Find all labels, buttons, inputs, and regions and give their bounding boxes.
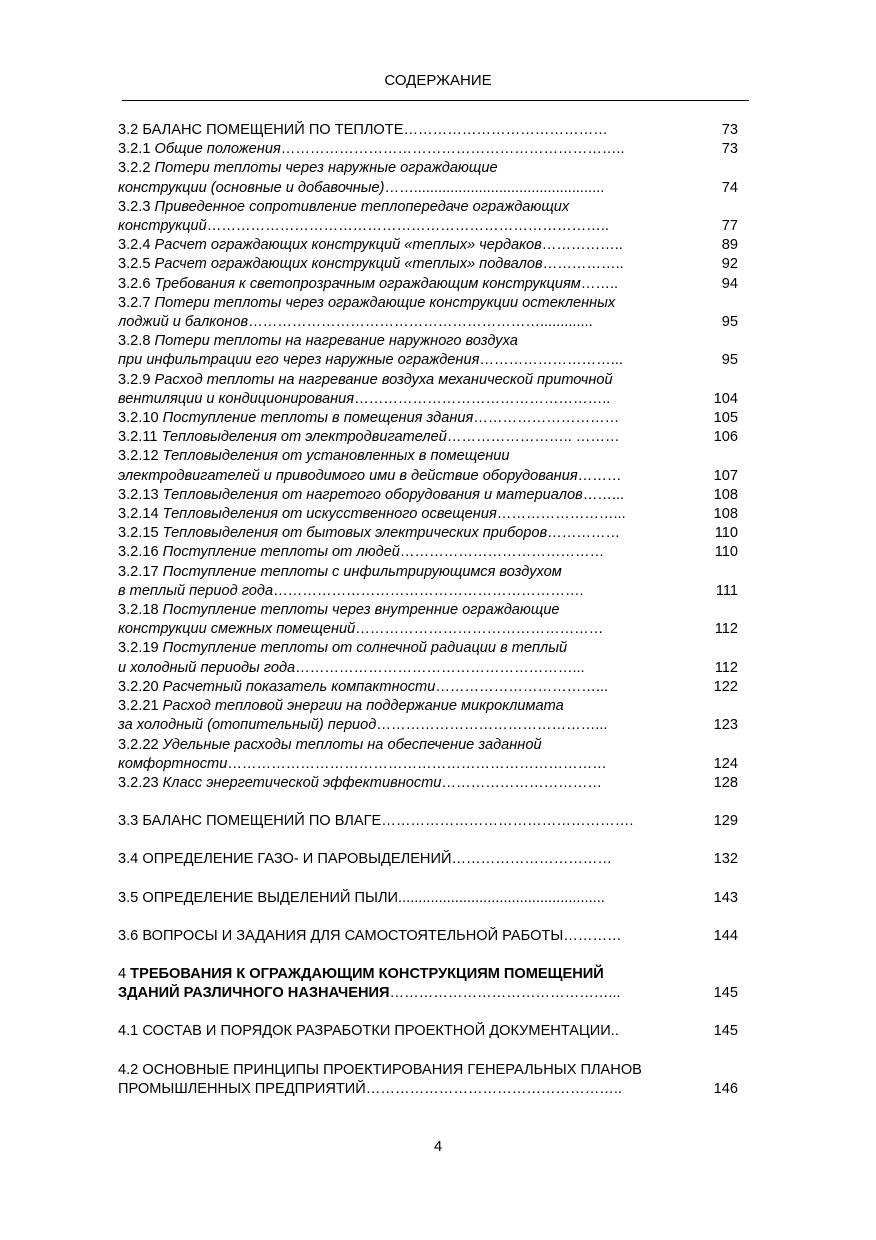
toc-entry-text [118, 505, 694, 524]
toc-entry-text [118, 236, 694, 255]
toc-entry-title: ОСНОВНЫЕ ПРИНЦИПЫ ПРОЕКТИРОВАНИЯ ГЕНЕРАЛЬНЫХ ПЛАНОВ [142, 1061, 642, 1078]
toc-entry-text [118, 524, 694, 543]
toc-entry-number: 3.2.15 [118, 525, 163, 542]
toc-entry-row [118, 486, 738, 505]
toc-entry-title: Потери теплоты через наружные ограждающие [154, 160, 498, 177]
toc-leader-dots: ………………………… [473, 410, 620, 427]
toc-entry[interactable] [118, 371, 738, 409]
toc-entry-title: ВОПРОСЫ И ЗАДАНИЯ ДЛЯ САМОСТОЯТЕЛЬНОЙ РАБОТЫ [142, 927, 564, 944]
toc-entry[interactable] [118, 639, 738, 677]
toc-page-number: 92 [721, 256, 738, 273]
toc-entry-title: Расчет ограждающих конструкций «теплых» подвалов [154, 256, 543, 273]
toc-entry-title: Расчетный показатель компактности [162, 678, 436, 695]
toc-page-number: 74 [721, 179, 738, 196]
toc-page-number: 122 [713, 678, 738, 695]
toc-entry-text [118, 351, 694, 370]
toc-entry-number: 3.2.10 [118, 410, 163, 427]
toc-entry-line [118, 1061, 738, 1080]
toc-entry-title: ОПРЕДЕЛЕНИЕ ВЫДЕЛЕНИЙ ПЫЛИ [142, 889, 399, 906]
toc-entry-title: конструкции смежных помещений [118, 621, 356, 638]
toc-leader-dots: …………………………………………… [355, 621, 604, 638]
toc-page-number: 112 [714, 659, 738, 676]
toc-page-number: 110 [714, 544, 738, 561]
toc-entry-line [118, 965, 738, 984]
toc-entry-title: комфортности [118, 755, 228, 772]
toc-entry-text [118, 927, 694, 946]
toc-entry-title: вентиляции и кондиционирования [118, 390, 355, 407]
toc-page-number: 128 [713, 774, 738, 791]
toc-entry-text [118, 486, 694, 505]
toc-entry-title: Тепловыделения от нагретого оборудования и материалов [162, 486, 583, 503]
toc-entry-number: 3.6 [118, 927, 143, 944]
toc-entry[interactable] [118, 121, 738, 140]
toc-entry-title: Потери теплоты на нагревание наружного воздуха [154, 333, 518, 350]
toc-entry-text [118, 543, 694, 562]
toc-leader-dots: …………………………… [451, 851, 612, 868]
toc-entry-title: Поступление теплоты с инфильтрирующимся воздухом [162, 563, 562, 580]
toc-entry-row [118, 275, 738, 294]
toc-entry-number: 3.2.12 [118, 448, 163, 465]
toc-page-number: 145 [713, 1023, 738, 1040]
toc-leader-dots: ……………………………………………………………………….. [206, 218, 609, 235]
toc-leader-dots: …………………………………………………………………… [227, 755, 607, 772]
toc-entry-text [118, 428, 694, 447]
toc-entry-number: 3.2.1 [118, 141, 155, 158]
toc-leader-dots: …………………………………… [403, 122, 608, 138]
toc-entry-row [118, 409, 738, 428]
toc-entry-number: 3.2.7 [118, 294, 155, 311]
toc-leader-dots: ……............................................... [384, 179, 605, 196]
toc-entry-title: Расход тепловой энергии на поддержание микроклимата [162, 698, 564, 715]
toc-leader-dots: ………………………………………………………. [273, 582, 584, 599]
toc-entry-title: ЗДАНИЙ РАЗЛИЧНОГО НАЗНАЧЕНИЯ [118, 985, 390, 1002]
toc-entry-number: 3.2.2 [118, 160, 155, 177]
toc-leader-dots: ……………………………... [435, 678, 609, 695]
toc-entry-title: лоджий и балконов [118, 314, 249, 331]
toc-leader-dots: …………………………………………………... [295, 659, 585, 676]
toc-leader-dots: ………………………... [479, 352, 623, 369]
toc-leader-dots: …………………………………… [399, 544, 605, 561]
toc-entry-row [118, 543, 738, 562]
toc-page-number: 73 [721, 122, 738, 138]
toc-entry-text [118, 313, 694, 332]
toc-entry-title: Поступление теплоты от солнечной радиации в теплый [162, 640, 568, 657]
toc-page-number: 104 [713, 390, 738, 407]
toc-entry-text [118, 1080, 694, 1099]
toc-entry-number: 3.2.17 [118, 563, 163, 580]
toc-leader-dots: …………………………………………….. [365, 1080, 622, 1097]
toc-entry-title: за холодный (отопительный) период [118, 717, 377, 734]
toc-entry-row [118, 255, 738, 274]
toc-leader-dots: ................................................... [398, 889, 605, 906]
toc-entry-line [118, 332, 738, 351]
toc-entry-number: 3.2 [118, 122, 143, 138]
toc-entry-row [118, 1080, 738, 1099]
toc-entry-title: Тепловыделения от установленных в помещении [162, 448, 510, 465]
toc-entry[interactable] [118, 601, 738, 639]
toc-entry-title: Тепловыделения от искусственного освещения [162, 506, 497, 523]
toc-entry-number: 3.2.21 [118, 698, 163, 715]
toc-entry[interactable] [118, 697, 738, 735]
toc-entry-text [118, 774, 694, 793]
toc-entry-title: Расход теплоты на нагревание воздуха механической приточной [154, 371, 613, 388]
toc-entry-text [118, 620, 694, 639]
toc-entry[interactable] [118, 428, 738, 447]
toc-entry-title: Расчет ограждающих конструкций «теплых» чердаков [154, 237, 542, 254]
toc-entry-title: Общие положения [154, 141, 281, 158]
toc-leader-dots: …………………………… [441, 774, 602, 791]
toc-entry-number: 3.2.14 [118, 506, 163, 523]
toc-entry-row [118, 179, 738, 198]
toc-entry[interactable] [118, 1022, 738, 1041]
toc-entry-title: Потери теплоты через ограждающие конструкции остекленных [154, 294, 616, 311]
toc-entry-title: и холодный периоды года [118, 659, 296, 676]
toc-entry-title: ОПРЕДЕЛЕНИЕ ГАЗО- И ПАРОВЫДЕЛЕНИЙ [142, 851, 452, 868]
toc-entry-row [118, 889, 738, 908]
toc-leader-dots: ………… [563, 927, 622, 944]
toc-entry[interactable] [118, 889, 738, 908]
toc-entry-number: 4.1 [118, 1023, 143, 1040]
toc-entry-row [118, 351, 738, 370]
toc-entry[interactable] [118, 332, 738, 370]
table-of-contents [118, 121, 738, 1099]
toc-page-number: 95 [721, 352, 738, 369]
toc-entry-number: 3.2.3 [118, 198, 155, 215]
toc-entry-text [118, 275, 694, 294]
toc-entry-number: 3.2.11 [118, 429, 162, 446]
toc-entry-title: Приведенное сопротивление теплопередаче ограждающих [154, 198, 570, 215]
toc-entry-line [118, 159, 738, 178]
toc-page-number: 106 [713, 429, 738, 446]
toc-page-number: 124 [713, 755, 738, 772]
toc-entry-number: 3.2.13 [118, 486, 163, 503]
toc-entry-row [118, 390, 738, 409]
toc-entry-line [118, 198, 738, 217]
toc-entry-text [118, 390, 694, 409]
toc-entry-title: Тепловыделения от бытовых электрических приборов [162, 525, 548, 542]
toc-entry[interactable] [118, 505, 738, 524]
toc-entry-text [118, 121, 694, 140]
page-number: 4 [433, 1138, 443, 1155]
toc-entry-text [118, 582, 694, 601]
toc-leader-dots: …………….. [541, 237, 623, 254]
toc-entry-number: 3.2.19 [118, 640, 163, 657]
toc-leader-dots: ……………………………………………………............. [248, 314, 593, 331]
toc-entry-row [118, 755, 738, 774]
toc-entry-title: конструкций [118, 218, 207, 235]
toc-leader-dots: ……... [582, 486, 625, 503]
toc-entry-row [118, 236, 738, 255]
toc-page-number: 89 [721, 237, 738, 254]
toc-entry[interactable] [118, 965, 738, 1003]
toc-entry-title: в теплый период года [118, 582, 274, 599]
toc-leader-dots: ………………………………………... [389, 985, 621, 1002]
toc-page-number: 73 [721, 141, 738, 158]
toc-entry-title: СОСТАВ И ПОРЯДОК РАЗРАБОТКИ ПРОЕКТНОЙ ДОКУМЕНТАЦИИ [142, 1023, 611, 1040]
toc-entry-text [118, 140, 694, 159]
toc-entry-title: БАЛАНС ПОМЕЩЕНИЙ ПО ВЛАГЕ [142, 813, 382, 830]
toc-entry-row [118, 140, 738, 159]
toc-leader-dots: ……………………………………………. [381, 813, 634, 830]
toc-entry-text [118, 179, 694, 198]
page-title: СОДЕРЖАНИЕ [384, 72, 492, 89]
toc-leader-dots: …………… [547, 525, 621, 542]
toc-leader-dots: …….. [580, 275, 619, 292]
toc-entry-row [118, 313, 738, 332]
toc-entry-text [118, 984, 694, 1003]
toc-entry-title: Поступление теплоты от людей [162, 544, 400, 561]
toc-entry[interactable] [118, 447, 738, 485]
toc-entry-row [118, 620, 738, 639]
toc-entry-number: 3.2.22 [118, 736, 163, 753]
toc-entry-title: Поступление теплоты через внутренние ограждающие [162, 602, 560, 619]
toc-entry-title: Требования к светопрозрачным ограждающим конструкциям [154, 275, 581, 292]
toc-entry-number: 3.4 [118, 851, 143, 868]
toc-leader-dots: ……… [577, 467, 622, 484]
toc-entry-title: ТРЕБОВАНИЯ К ОГРАЖДАЮЩИМ КОНСТРУКЦИЯМ ПОМЕЩЕНИЙ [130, 965, 604, 982]
header-rule [122, 100, 749, 101]
toc-entry-line [118, 563, 738, 582]
toc-entry-row [118, 1022, 738, 1041]
toc-entry-text [118, 1022, 694, 1041]
toc-entry-text [118, 217, 694, 236]
toc-entry[interactable] [118, 736, 738, 774]
toc-entry-row [118, 850, 738, 869]
toc-entry-row [118, 121, 738, 140]
toc-page-number: 95 [721, 314, 738, 331]
toc-entry-number: 3.2.6 [118, 275, 155, 292]
toc-entry[interactable] [118, 774, 738, 793]
toc-entry-text [118, 889, 694, 908]
toc-leader-dots: ………………………………………... [376, 717, 608, 734]
toc-entry[interactable] [118, 198, 738, 236]
toc-leader-dots: …………………………………………….. [354, 390, 611, 407]
toc-entry-number: 3.2.8 [118, 333, 155, 350]
toc-entry-text [118, 255, 694, 274]
toc-entry-number: 3.2.18 [118, 602, 163, 619]
toc-entry-title: при инфильтрации его через наружные ограждения [118, 352, 480, 369]
toc-page-number: 123 [713, 717, 738, 734]
toc-entry-text [118, 812, 694, 831]
toc-page-number: 108 [713, 506, 738, 523]
toc-entry-line [118, 371, 738, 390]
toc-entry-number: 3.2.16 [118, 544, 163, 561]
toc-entry[interactable] [118, 1061, 738, 1099]
toc-entry-title: Тепловыделения от электродвигателей [161, 429, 447, 446]
toc-entry-text [118, 716, 694, 735]
toc-entry-row [118, 428, 738, 447]
toc-entry-title: ПРОМЫШЛЕННЫХ ПРЕДПРИЯТИЙ [118, 1080, 366, 1097]
toc-entry-text [118, 850, 694, 869]
toc-entry-number: 4 [118, 965, 131, 982]
toc-entry-row [118, 505, 738, 524]
toc-entry-number: 3.2.5 [118, 256, 155, 273]
toc-entry-title: конструкции (основные и добавочные) [118, 179, 385, 196]
toc-entry-number: 3.3 [118, 813, 143, 830]
toc-entry[interactable] [118, 543, 738, 562]
toc-page-number: 145 [713, 985, 738, 1002]
toc-entry-line [118, 447, 738, 466]
toc-entry-row [118, 812, 738, 831]
toc-entry-text [118, 755, 694, 774]
toc-entry[interactable] [118, 159, 738, 197]
toc-leader-dots: …………………….. ……… [446, 429, 620, 446]
toc-entry-title: Поступление теплоты в помещения здания [162, 410, 474, 427]
toc-entry[interactable] [118, 850, 738, 869]
toc-entry-line [118, 697, 738, 716]
toc-page-number: 110 [714, 525, 738, 542]
toc-leader-dots: .. [610, 1023, 619, 1040]
toc-entry-line [118, 294, 738, 313]
toc-page-number: 144 [713, 927, 738, 944]
toc-entry-row [118, 927, 738, 946]
toc-entry-title: Удельные расходы теплоты на обеспечение заданной [162, 736, 542, 753]
toc-entry-text [118, 678, 694, 697]
toc-entry-row [118, 217, 738, 236]
toc-entry-number: 3.2.23 [118, 774, 163, 791]
toc-leader-dots: …………………………………………………………….. [280, 141, 625, 158]
toc-entry-row [118, 582, 738, 601]
toc-entry-title: Класс энергетической эффективности [162, 774, 442, 791]
toc-entry-row [118, 678, 738, 697]
toc-entry-number: 3.5 [118, 889, 143, 906]
toc-entry-number: 3.2.20 [118, 678, 163, 695]
toc-leader-dots: ……………………... [496, 506, 626, 523]
toc-page-number: 94 [721, 275, 738, 292]
toc-entry-number: 3.2.9 [118, 371, 155, 388]
toc-entry-text [118, 409, 694, 428]
toc-page-number: 107 [713, 467, 738, 484]
toc-entry-row [118, 467, 738, 486]
toc-entry-text [118, 659, 694, 678]
toc-entry[interactable] [118, 236, 738, 255]
toc-page-number: 112 [714, 621, 738, 638]
toc-entry-number: 3.2.4 [118, 237, 155, 254]
toc-page-number: 111 [715, 582, 738, 599]
toc-entry-title: электродвигателей и приводимого ими в действие оборудования [118, 467, 578, 484]
toc-page-number: 129 [713, 813, 738, 830]
toc-entry[interactable] [118, 294, 738, 332]
toc-entry[interactable] [118, 409, 738, 428]
toc-entry[interactable] [118, 524, 738, 543]
toc-entry-line [118, 601, 738, 620]
toc-entry-row [118, 774, 738, 793]
toc-entry[interactable] [118, 812, 738, 831]
toc-entry-text [118, 467, 694, 486]
toc-entry-row [118, 716, 738, 735]
toc-leader-dots: …………….. [542, 256, 624, 273]
toc-entry-row [118, 659, 738, 678]
toc-entry[interactable] [118, 678, 738, 697]
toc-entry[interactable] [118, 927, 738, 946]
toc-page-number: 105 [713, 410, 738, 427]
toc-entry[interactable] [118, 140, 738, 159]
toc-page-number: 143 [713, 889, 738, 906]
toc-entry[interactable] [118, 486, 738, 505]
toc-entry-row [118, 524, 738, 543]
toc-page-number: 132 [713, 851, 738, 868]
toc-entry[interactable] [118, 275, 738, 294]
toc-page-number: 146 [713, 1080, 738, 1097]
toc-page-number: 77 [721, 218, 738, 235]
toc-entry[interactable] [118, 563, 738, 601]
toc-entry-row [118, 984, 738, 1003]
toc-entry-line [118, 736, 738, 755]
toc-entry-title: БАЛАНС ПОМЕЩЕНИЙ ПО ТЕПЛОТЕ [142, 122, 404, 138]
toc-entry-number: 4.2 [118, 1061, 143, 1078]
toc-page-number: 108 [713, 486, 738, 503]
toc-entry-line [118, 639, 738, 658]
toc-entry[interactable] [118, 255, 738, 274]
